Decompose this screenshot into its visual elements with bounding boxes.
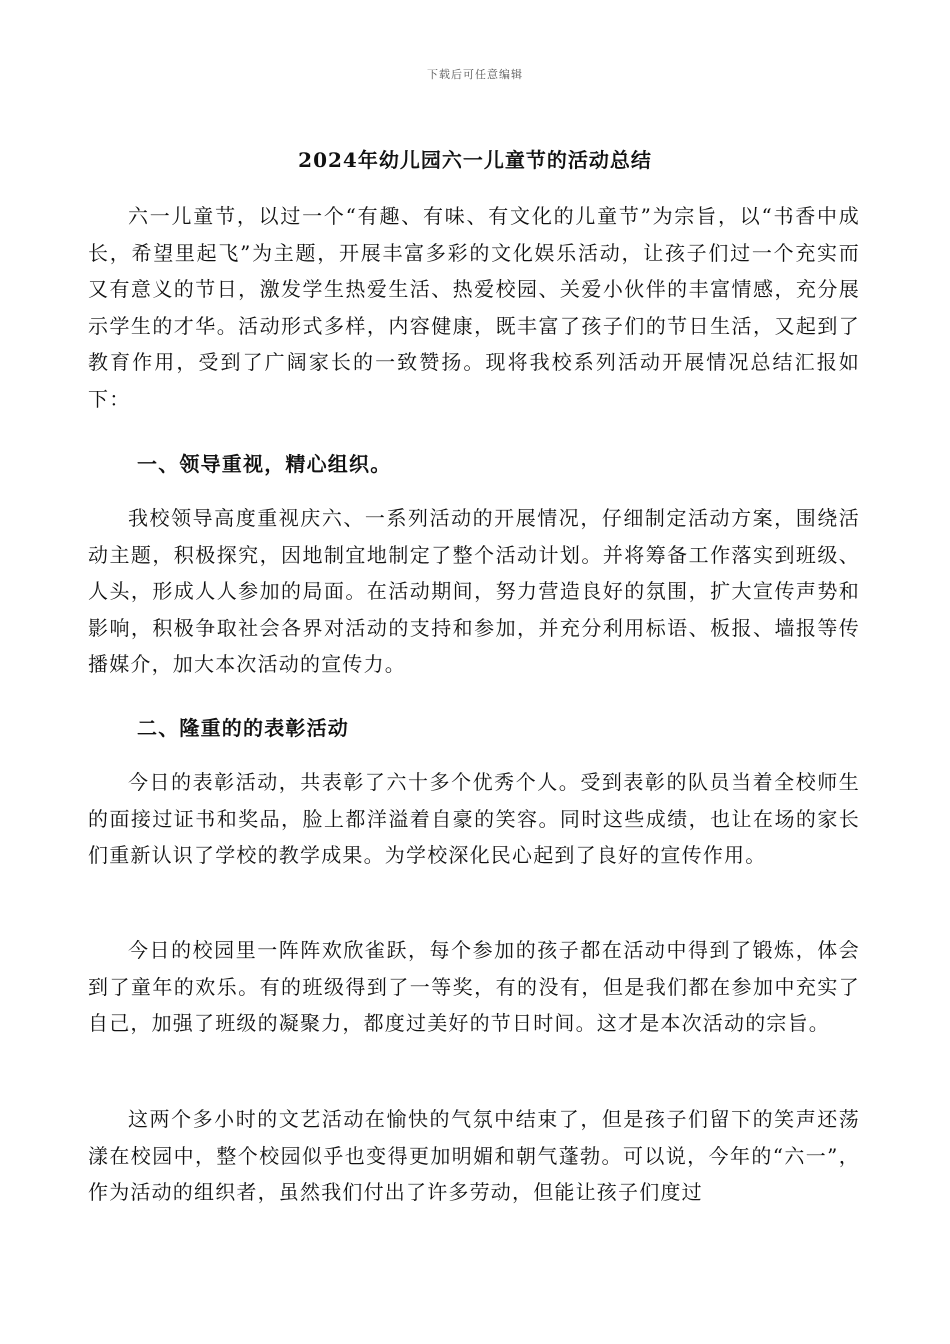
section1-block <box>88 500 860 683</box>
section2-paragraph-2: 今日的校园里一阵阵欢欣雀跃，每个参加的孩子都在活动中得到了锻炼，体会到了童年的欢乐。有的班级得到了一等奖，有的没有，但是我们都在参加中充实了自己，加强了班级的凝聚力，都度过美好的节日时间。这才是本次活动的宗旨。 <box>88 938 860 1035</box>
section1-paragraph: 我校领导高度重视庆六、一系列活动的开展情况，仔细制定活动方案，围绕活动主题，积极探究，因地制宜地制定了整个活动计划。并将筹备工作落实到班级、人头，形成人人参加的局面。在活动期间，努力营造良好的氛围，扩大宣传声势和影响，积极争取社会各界对活动的支持和参加，并充分利用标语、板报、墙报等传播媒介，加大本次活动的宣传力。 <box>88 506 860 676</box>
section2-heading: 二、隆重的的表彰活动 <box>137 716 349 740</box>
section2-paragraph-1: 今日的表彰活动，共表彰了六十多个优秀个人。受到表彰的队员当着全校师生的面接过证书和奖品，脸上都洋溢着自豪的笑容。同时这些成绩，也让在场的家长们重新认识了学校的教学成果。为学校深化民心起到了良好的宣传作用。 <box>88 770 860 867</box>
section2-paragraph-3: 这两个多小时的文艺活动在愉快的气氛中结束了，但是孩子们留下的笑声还荡漾在校园中，整个校园似乎也变得更加明媚和朝气蓬勃。可以说，今年的“六一”，作为活动的组织者，虽然我们付出了许多劳动，但能让孩子们度过 <box>88 1107 860 1204</box>
section2-block-1 <box>88 764 860 874</box>
section1-heading: 一、领导重视，精心组织。 <box>137 452 392 476</box>
header-note: 下载后可任意编辑 <box>427 68 523 81</box>
intro-paragraph: 六一儿童节，以过一个“有趣、有味、有文化的儿童节”为宗旨，以“书香中成长，希望里起飞”为主题，开展丰富多彩的文化娱乐活动，让孩子们过一个充实而又有意义的节日，激发学生热爱生活、热爱校园、关爱小伙伴的丰富情感，充分展示学生的才华。活动形式多样，内容健康，既丰富了孩子们的节日生活，又起到了教育作用，受到了广阔家长的一致赞扬。现将我校系列活动开展情况总结汇报如下： <box>88 204 860 411</box>
intro-block <box>88 198 860 417</box>
section2-block-2 <box>88 932 860 1042</box>
section2-block-3 <box>88 1101 860 1211</box>
document-title: 2024年幼儿园六一儿童节的活动总结 <box>298 148 652 172</box>
